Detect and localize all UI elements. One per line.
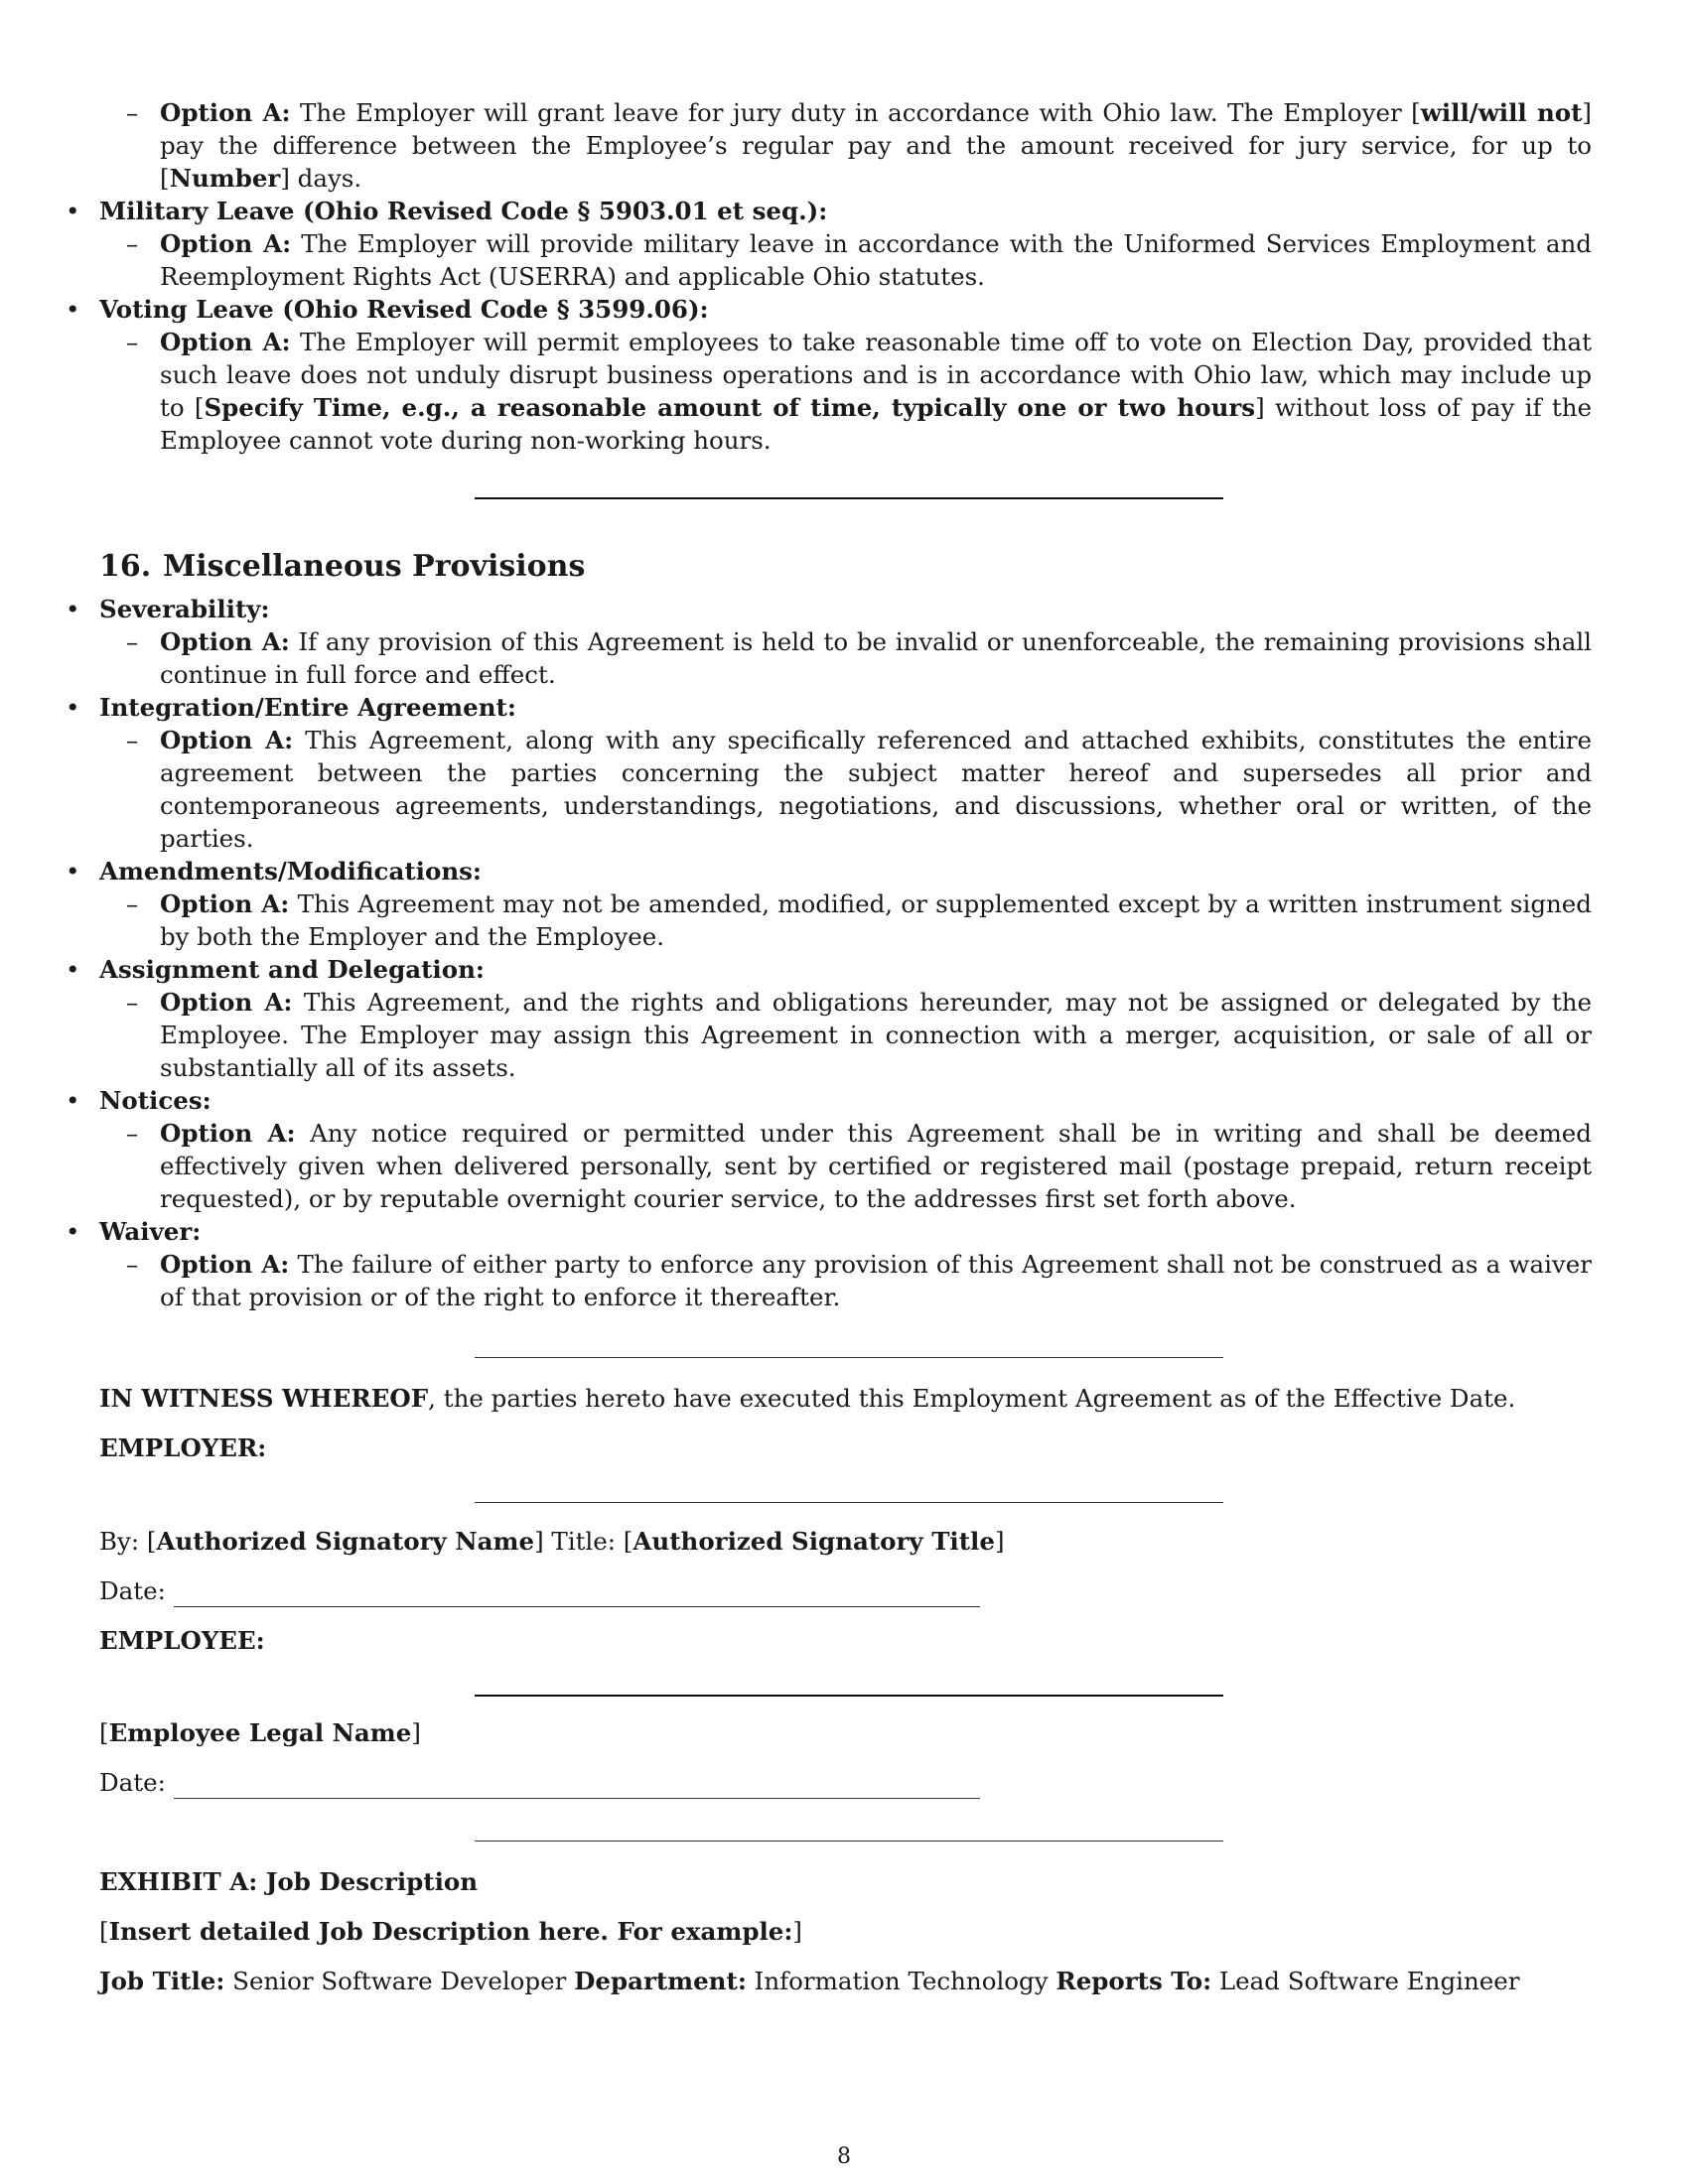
provision-option-a: – Option A: This Agreement, along with any specifically referenced and attached exhibits, constitutes the entire agreement between the parties concerning the subject matter hereof and supersedes all prior and contemporaneous agreements, understandings, negotiations, and discussions, whether oral or written, of the parties. [99,724,1592,855]
jury-duty-options [99,96,1592,195]
provision-item [30,1215,1592,1313]
employee-date-field: Date: [99,1766,1592,1799]
exhibit-instruction: [Insert detailed Job Description here. For example:] [99,1917,802,1946]
provision-option-a: – Option A: This Agreement, and the rights and obligations hereunder, may not be assigned or delegated by the Employee. The Employer may assign this Agreement in connection with a merger, acquisition, or sale of all or substantially all of its assets. [99,986,1592,1084]
employee-heading: EMPLOYEE: [99,1626,265,1655]
provision-heading: Waiver: [99,1217,202,1246]
employer-heading: EMPLOYER: [99,1433,267,1462]
provision-item [30,953,1592,1084]
employer-signatory-line: By: [Authorized Signatory Name] Title: [Authorized Signatory Title] [99,1527,1005,1556]
voting-leave-heading: Voting Leave (Ohio Revised Code § 3599.06): [99,295,709,324]
provision-heading: Notices: [99,1086,211,1115]
provision-item [30,855,1592,953]
page-content [99,96,1592,1997]
exhibit-job-details: Job Title: Senior Software Developer Department: Information Technology Reports To: Lead Software Engineer [99,1967,1520,1995]
provision-option-a: – Option A: The failure of either party to enforce any provision of this Agreement shall not be construed as a waiver of that provision or of the right to enforce it thereafter. [99,1248,1592,1313]
voting-leave-option-a: – Option A: The Employer will permit employees to take reasonable time off to vote on Election Day, provided that such leave does not unduly disrupt business operations and is in accordance with Ohio law, which may include up to [Specify Time, e.g., a reasonable amount of time, typically one or two hours] without loss of pay if the Employee cannot vote during non-working hours. [99,326,1592,457]
provision-item [30,1084,1592,1215]
employer-date-line [174,1582,980,1607]
provision-heading: Severability: [99,595,270,623]
signature-divider [475,1357,1223,1358]
section-divider [475,497,1223,499]
witness-clause: IN WITNESS WHEREOF, the parties hereto have executed this Employment Agreement as of the Effective Date. [99,1384,1516,1413]
employee-signature-line [475,1695,1223,1697]
military-leave-item [30,195,1592,293]
employee-date-line [174,1774,980,1799]
military-leave-heading: Military Leave (Ohio Revised Code § 5903.01 et seq.): [99,197,828,225]
exhibit-divider [475,1841,1223,1842]
section-16-heading: 16. Miscellaneous Provisions [99,549,586,584]
provision-item [30,691,1592,855]
provision-option-a: – Option A: Any notice required or permitted under this Agreement shall be in writing and shall be deemed effectively given when delivered personally, sent by certified or registered mail (postage prepaid, return receipt requested), or by reputable overnight courier service, to the addresses first set forth above. [99,1117,1592,1215]
employer-signature-line [475,1502,1223,1503]
employee-name-line: [Employee Legal Name] [99,1718,421,1747]
provision-heading: Assignment and Delegation: [99,955,485,984]
voting-leave-item [30,293,1592,457]
page-number: 8 [837,2144,851,2169]
provision-option-a: – Option A: This Agreement may not be amended, modified, or supplemented except by a written instrument signed by both the Employer and the Employee. [99,887,1592,953]
employer-date-field: Date: [99,1574,1592,1607]
exhibit-heading: EXHIBIT A: Job Description [99,1867,479,1896]
provision-heading: Amendments/Modifications: [99,857,482,886]
leave-types-list [30,195,1592,457]
provision-option-a: – Option A: If any provision of this Agreement is held to be invalid or unenforceable, the remaining provisions shall continue in full force and effect. [99,625,1592,691]
miscellaneous-provisions-list [30,593,1592,1313]
provision-item [30,593,1592,691]
military-leave-option-a: – Option A: The Employer will provide military leave in accordance with the Uniformed Services Employment and Reemployment Rights Act (USERRA) and applicable Ohio statutes. [99,227,1592,293]
jury-duty-option-a: – Option A: The Employer will grant leave for jury duty in accordance with Ohio law. The Employer [will/will not] pay the difference between the Employee’s regular pay and the amount received for jury service, for up to [Number] days. [99,96,1592,195]
provision-heading: Integration/Entire Agreement: [99,693,516,722]
